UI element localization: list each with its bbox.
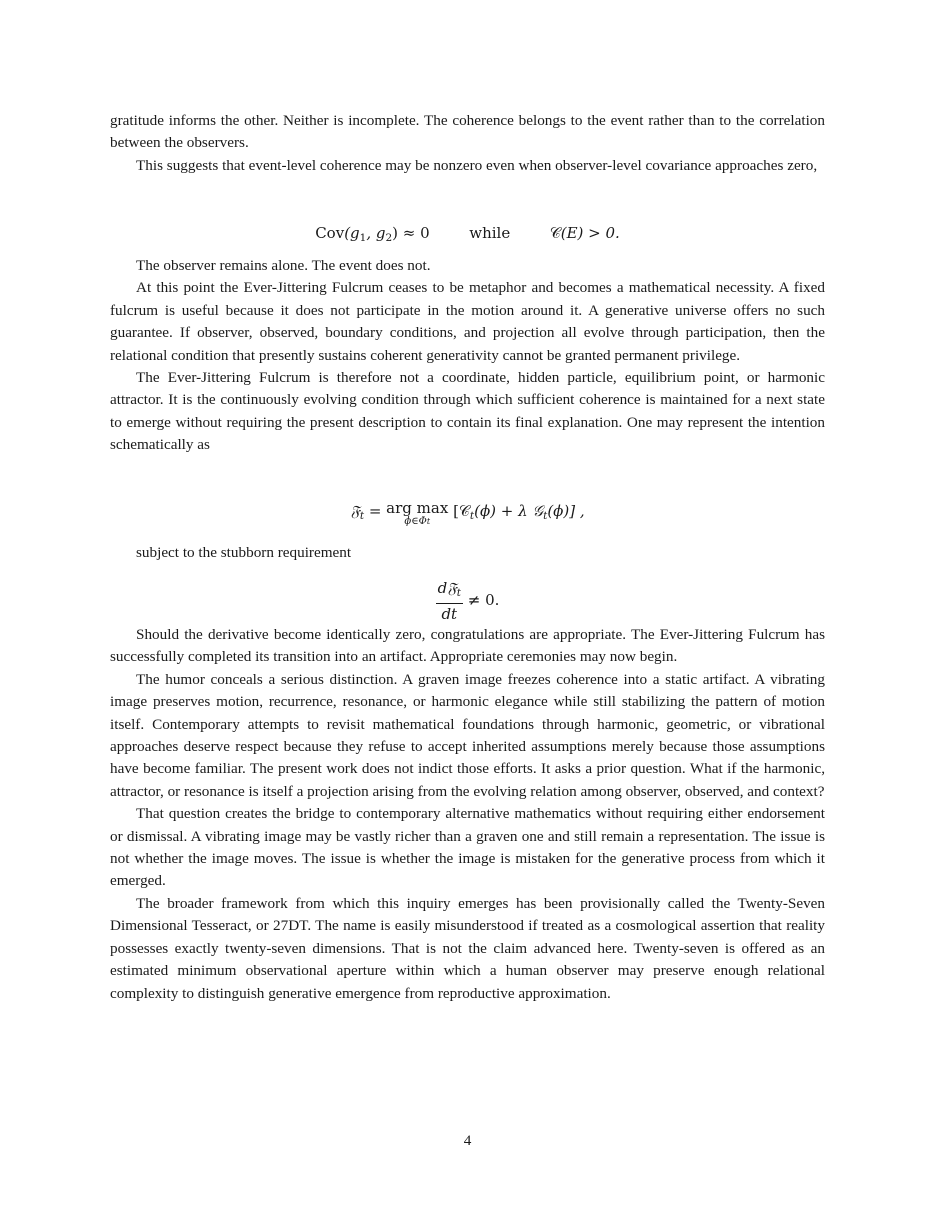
paragraph-observer-alone: The observer remains alone. The event does not. bbox=[136, 257, 431, 274]
equation-covariance: $Cov(g_1$, $g_2) \approx 0$ while 𝒞(E) > 0. bbox=[315, 224, 620, 244]
eq-cov-label: Cov bbox=[315, 224, 345, 242]
argmax-operator: arg max ϕ∈Φt bbox=[386, 499, 449, 527]
paragraph-group-middle bbox=[110, 255, 825, 457]
paragraph-group-requirement bbox=[110, 542, 825, 564]
paragraph-continuation: gratitude informs the other. Neither is incomplete. The coherence belongs to the event rather than to the correlation between the observers. bbox=[110, 112, 825, 152]
equation-argmax: 𝔉$_t$ = arg max ϕ∈Φt [𝒞$_t$(ϕ) + λ 𝒢$_t$(ϕ)] , bbox=[350, 499, 585, 527]
paragraph-derivative-zero: Should the derivative become identically zero, congratulations are appropriate. The Ever-Jittering Fulcrum has successfully completed its transition into an artifact. Appropriate ceremonies may now begin. bbox=[110, 626, 825, 666]
paragraph-fulcrum-necessity: At this point the Ever-Jittering Fulcrum ceases to be metaphor and becomes a mathematical necessity. A fixed fulcrum is useful because it does not participate in the motion around it. A generative universe offers no such guarantee. If observer, observed, boundary conditions, and projection all evolve through participation, then the relational condition that presently sustains coherent generativity cannot be granted permanent privilege. bbox=[110, 279, 825, 364]
equation-derivative: $\frac{d𝔉_t}{dt}$ ≠ 0. bbox=[437, 579, 500, 623]
page-number: 4 bbox=[463, 1132, 472, 1149]
paragraph-group-bottom bbox=[110, 624, 825, 1005]
derivative-fraction: $\frac{d𝔉_t}{dt}$ bbox=[437, 579, 461, 623]
paragraph-stubborn-requirement: subject to the stubborn requirement bbox=[136, 544, 352, 561]
paragraph-graven-image: The humor conceals a serious distinction. A graven image freezes coherence into a static artifact. A vibrating image preserves motion, recurrence, resonance, or harmonic elegance while still stabilizing the pattern of motion itself. Contemporary attempts to revisit mathematical foundations through harmonic, geometric, or vibrational approaches deserve respect because they refuse to accept inherited assumptions merely because those assumptions have become familiar. The present work does not indict those efforts. It asks a prior question. What if the harmonic, attractor, or resonance is itself a projection arising from the evolving relation among observer, observed, and context? bbox=[110, 670, 825, 800]
paragraph-group-top bbox=[110, 110, 825, 177]
paragraph-coherence-suggestion: This suggests that event-level coherence may be nonzero even when observer-level covariance approaches zero, bbox=[136, 156, 818, 174]
paragraph-bridge: That question creates the bridge to contemporary alternative mathematics without requiring either endorsement or dismissal. A vibrating image may be vastly richer than a graven one and still remain a representation. The issue is not whether the image moves. The issue is whether the image is mistaken for the generative process from which it emerged. bbox=[110, 805, 825, 890]
paragraph-27dt: The broader framework from which this inquiry emerges has been provisionally called the Twenty-Seven Dimensional Tesseract, or 27DT. The name is easily misunderstood if treated as a cosmological assertion that reality possesses exactly twenty-seven dimensions. That is not the claim advanced here. Twenty-seven is offered as an estimated minimum observational aperture within which a human observer may preserve enough relational complexity to distinguish generative emergence from reproductive approximation. bbox=[110, 894, 825, 1002]
paragraph-fulcrum-definition: The Ever-Jittering Fulcrum is therefore not a coordinate, hidden particle, equilibrium point, or harmonic attractor. It is the continuously evolving condition through which sufficient coherence is maintained for a next state to emerge without requiring the present description to contain its final explanation. One may represent the intention schematically as bbox=[110, 369, 825, 454]
eq-while-word: while bbox=[469, 224, 511, 242]
